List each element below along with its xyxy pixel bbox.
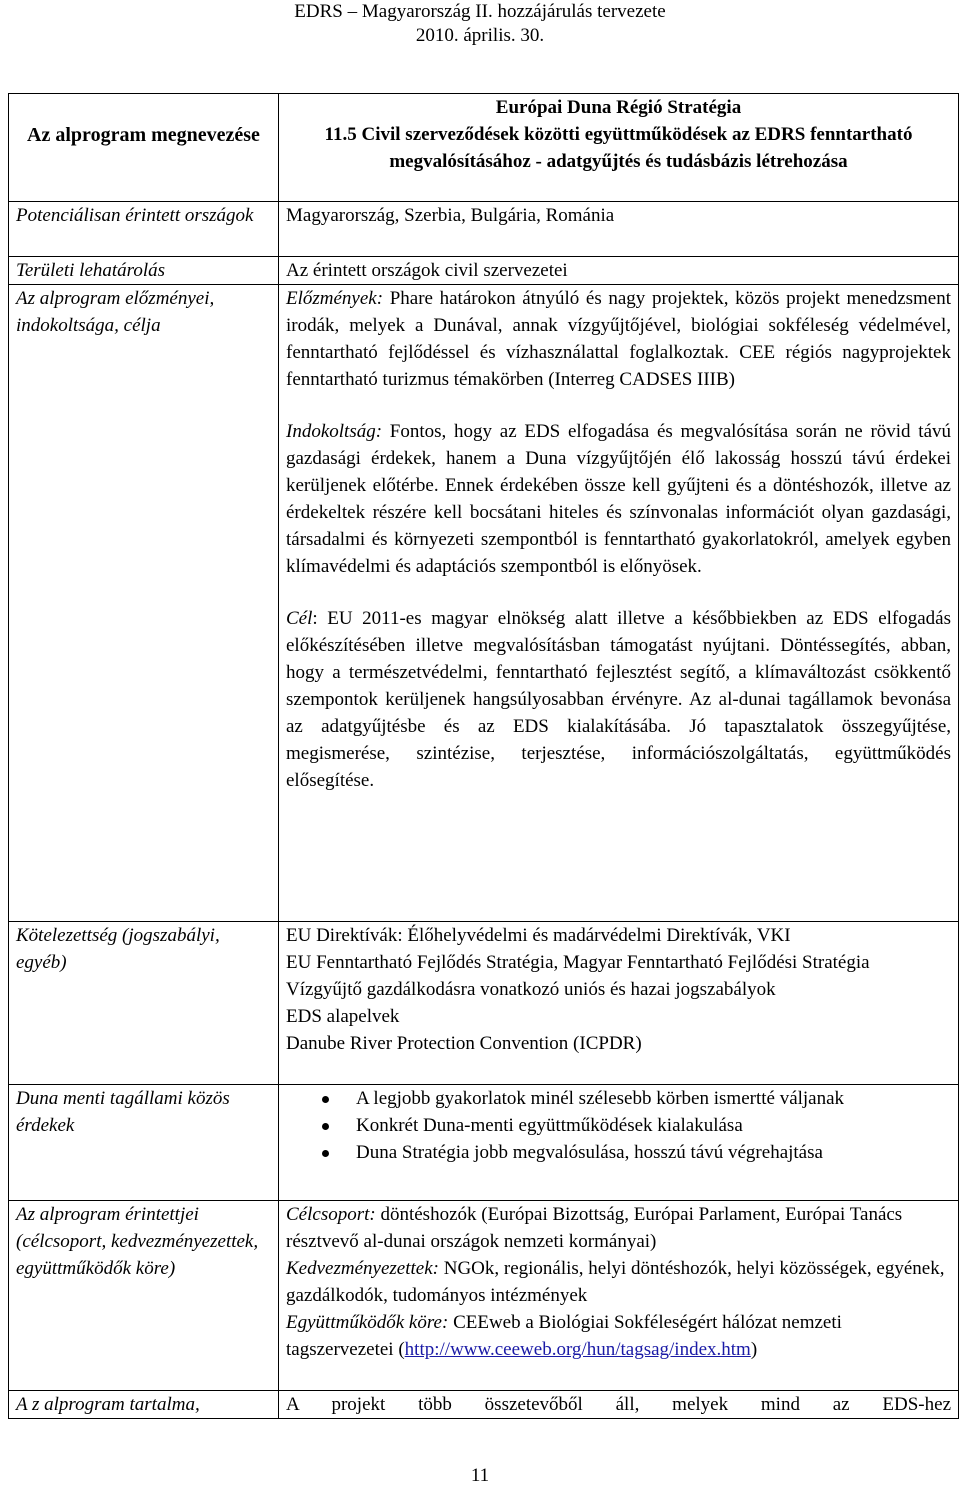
justification-text: Fontos, hogy az EDS elfogadása és megvalósítása során ne rövid távú gazdasági érdekek, hanem a Duna vízgyűjtőjén élő lakosság hosszú távú érdekei kerüljenek előtérbe. — [286, 421, 952, 496]
label-affected: Az alprogram érintettjei (célcsoport, kedvezményezettek, együttműködők köre) — [9, 1201, 279, 1391]
alprogram-table — [8, 93, 959, 1419]
row-countries — [9, 202, 959, 257]
value-affected — [279, 1201, 959, 1391]
value-name — [279, 94, 959, 202]
target-group — [286, 1201, 951, 1255]
goal-text-3: Az al-dunai tagállamok bevonása az adatgyűjtésbe és az EDS kialakításába. — [286, 689, 952, 737]
strategy-title: Európai Duna Régió Stratégia — [495, 97, 742, 118]
row-interests — [9, 1085, 959, 1201]
obligation-line: Vízgyűjtő gazdálkodásra vonatkozó uniós és hazai jogszabályok — [286, 979, 776, 1000]
interests-list — [286, 1085, 951, 1166]
header-title: EDRS – Magyarország II. hozzájárulás tervezete — [294, 1, 666, 22]
beneficiaries-text: NGOk, regionális, helyi döntéshozók, helyi közösségek, egyének, gazdálkodók, tudományos intézmények — [286, 1258, 945, 1306]
label-interests: Duna menti tagállami közös érdekek — [9, 1085, 279, 1201]
label-obligation: Kötelezettség (jogszabályi, egyéb) — [9, 922, 279, 1085]
label-territory: Területi lehatárolás — [9, 257, 279, 285]
target-label: Célcsoport: — [286, 1204, 376, 1225]
obligation-line: EU Fenntartható Fejlődés Stratégia, Magyar Fenntartható Fejlődési Stratégia — [286, 952, 870, 973]
precedents-text-2: CEE régiós nagyprojektek fenntartható turizmus témakörben (Interreg CADSES IIIB) — [286, 342, 951, 390]
row-obligation — [9, 922, 959, 1085]
label-background: Az alprogram előzményei, indokoltsága, célja — [9, 285, 279, 922]
target-text: döntéshozók (Európai Bizottság, Európai Parlament, Európai Tanács résztvevő al-dunai országok nemzeti kormányai) — [286, 1204, 903, 1252]
goal-text-4: Jó tapasztalatok összegyűjtése, megismerése, szintézise, terjesztése, információszolgáltatás, együttműködés elősegítése. — [286, 716, 952, 791]
goal-text-2: Döntéssegítés, abban, hogy a természetvédelmi, fenntartható fejlesztést segítő, a klímaváltozást csökkentő szempontok kerüljenek hangsúlyosabban érvényre. — [286, 635, 952, 710]
value-content: A projekt több összetevőből áll, melyek mind az EDS-hez — [279, 1391, 959, 1419]
value-territory: Az érintett országok civil szervezetei — [279, 257, 959, 285]
obligation-line: EU Direktívák: Élőhelyvédelmi és madárvédelmi Direktívák, VKI — [286, 925, 791, 946]
beneficiaries — [286, 1255, 951, 1309]
beneficiaries-label: Kedvezményezettek: — [286, 1258, 439, 1279]
value-interests — [279, 1085, 959, 1201]
paren-open: ( — [398, 1339, 405, 1360]
row-territory — [9, 257, 959, 285]
subprogram-title: 11.5 Civil szerveződések közötti együttműködések az EDRS fenntartható megvalósításához - adatgyűjtés és tudásbázis létrehozása — [324, 124, 913, 172]
cooperators — [286, 1309, 951, 1363]
label-name: Az alprogram megnevezése — [9, 94, 279, 202]
page-header — [0, 0, 960, 48]
row-content — [9, 1391, 959, 1419]
precedents-label: Előzmények: — [286, 288, 384, 309]
row-name — [9, 94, 959, 202]
precedents-text: Phare határokon átnyúló és nagy projektek, közös projekt menedzsment irodák, melyek a Dunával, annak vízgyűjtőjével, biológiai sokféleség védelmével, fenntartható fejlődéssel és vízhasználattal foglalkoztak. — [286, 288, 952, 363]
paren-close: ) — [750, 1339, 758, 1360]
row-background — [9, 285, 959, 922]
justification-text-2: Ennek érdekében össze kell gyűjteni és a döntéshozók, illetve az érdekeltek részére kell bocsátani hiteles és színvonalas információt olyan gazdasági, társadalmi és környezeti szempontból is fenntartható gyakorlatokról, amelyek egyben klímavédelmi és adaptációs szempontból is előnyösek. — [286, 475, 951, 577]
value-obligation — [279, 922, 959, 1085]
obligation-line: Danube River Protection Convention (ICPDR) — [286, 1033, 642, 1054]
list-item: Konkrét Duna-menti együttműködések kialakulása — [356, 1112, 951, 1139]
list-item: Duna Stratégia jobb megvalósulása, hosszú távú végrehajtása — [356, 1139, 951, 1166]
value-countries: Magyarország, Szerbia, Bulgária, Románia — [279, 202, 959, 257]
label-content: A z alprogram tartalma, — [9, 1391, 279, 1419]
list-item: A legjobb gyakorlatok minél szélesebb körben ismertté váljanak — [356, 1085, 951, 1112]
row-affected — [9, 1201, 959, 1391]
background-justification — [286, 418, 951, 580]
page-number: 11 — [470, 1465, 490, 1486]
label-countries: Potenciálisan érintett országok — [9, 202, 279, 257]
obligation-line: EDS alapelvek — [286, 1006, 400, 1027]
justification-label: Indokoltság: — [286, 421, 383, 442]
goal-text: : EU 2011-es magyar elnökség alatt illetve a későbbiekben az EDS elfogadás előkészítésében illetve megvalósításban támogatást nyújtani. — [286, 608, 951, 656]
background-precedents — [286, 285, 951, 393]
value-background — [279, 285, 959, 922]
cooperators-label: Együttműködők köre: — [286, 1312, 449, 1333]
header-date: 2010. április. 30. — [415, 25, 545, 46]
cooperators-text: CEEweb a Biológiai Sokféleségért hálózat nemzeti tagszervezetei — [286, 1312, 842, 1360]
ceeweb-link[interactable]: http://www.ceeweb.org/hun/tagsag/index.htm — [404, 1339, 751, 1360]
background-goal — [286, 605, 951, 794]
goal-label: Cél — [286, 608, 313, 629]
